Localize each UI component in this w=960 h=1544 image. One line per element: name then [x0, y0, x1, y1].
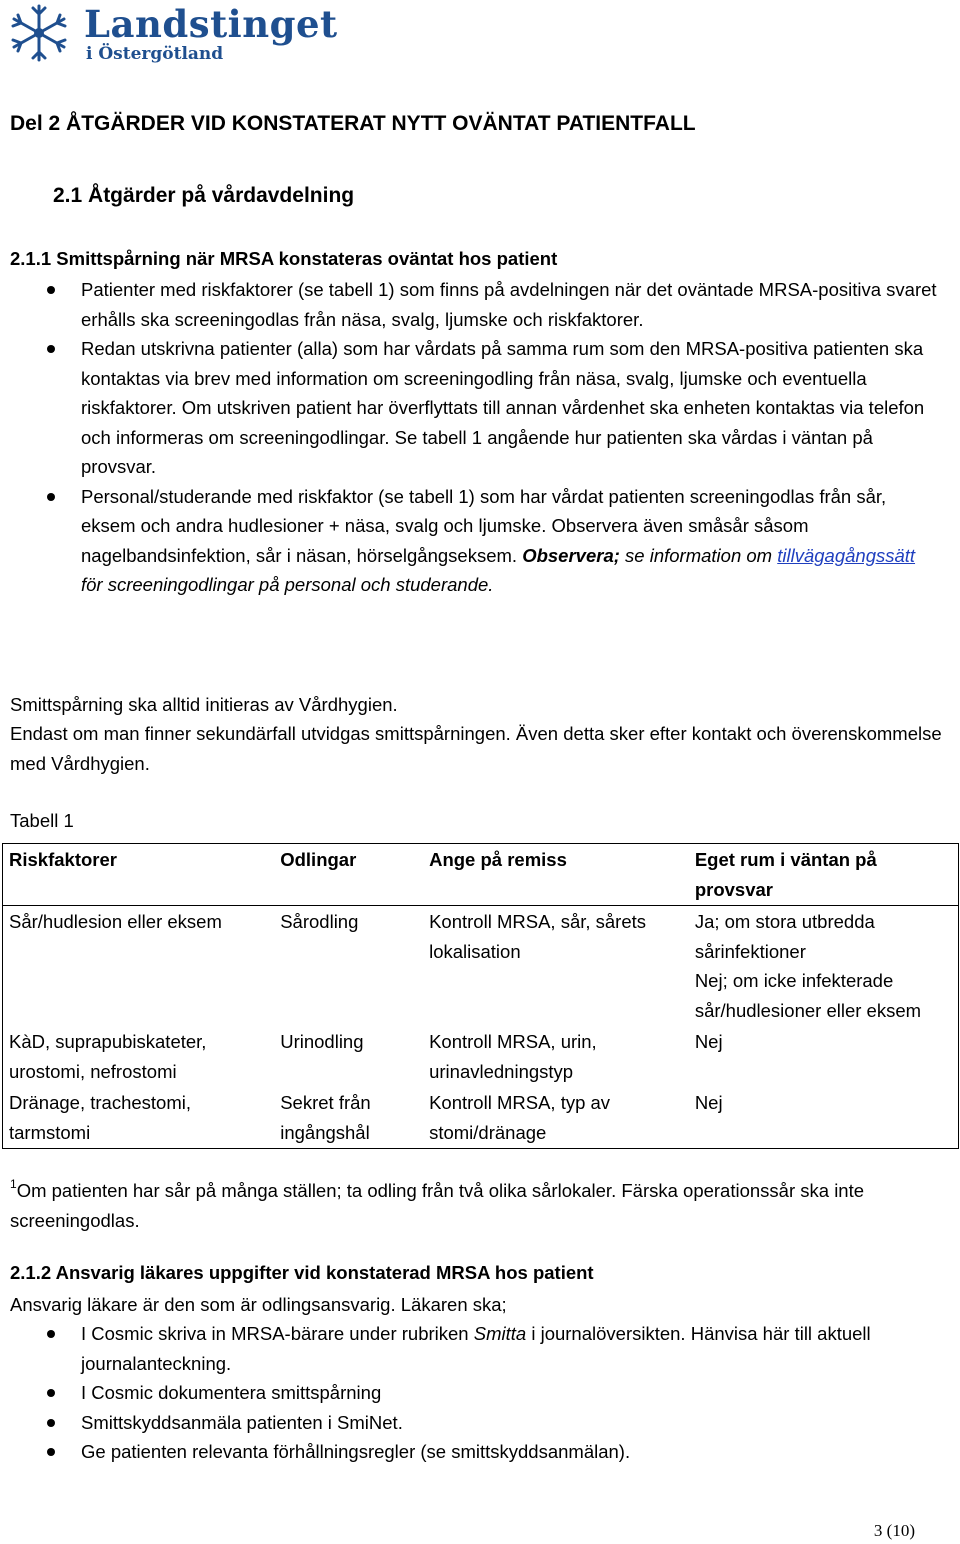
section-heading: 2.1 Åtgärder på vårdavdelning [53, 184, 355, 207]
bullet-list-212 [0, 1319, 941, 1467]
list-item [0, 334, 941, 482]
observera-label: Observera; [522, 544, 620, 566]
paragraph-initiation: Smittspårning ska alltid initieras av Vårdhygien. [10, 694, 398, 715]
table-cell: Kontroll MRSA, sår, sårets lokalisation [429, 911, 647, 962]
table-caption: Tabell 1 [10, 810, 74, 831]
footnote-marker: 1 [10, 1177, 17, 1191]
list-item [0, 1319, 941, 1378]
column-header: Riskfaktorer [3, 844, 275, 906]
footnote-text: Om patienten har sår på många ställen; ta odling från två olika sårlokaler. Färska operationssår ska inte screeningodlas. [10, 1180, 865, 1231]
table-cell: Kontroll MRSA, urin, urinavledningstyp [429, 1031, 597, 1082]
bullet-list-211 [0, 275, 941, 600]
main-heading: Del 2 ÅTGÄRDER VID KONSTATERAT NYTT OVÄNTAT PATIENTFALL [10, 112, 696, 135]
table-cell: Sekret från ingångshål [280, 1092, 371, 1143]
list-item [0, 275, 941, 334]
page-number: 3 (10) [873, 1521, 915, 1540]
note-text: se information om [619, 544, 778, 566]
table-cell: Nej [694, 1031, 723, 1052]
table-row [3, 1026, 959, 1087]
subsection-211-title: 2.1.1 Smittspårning när MRSA konstateras oväntat hos patient [10, 248, 558, 269]
bullet-text: Patienter med riskfaktorer (se tabell 1) som finns på avdelningen när det oväntade MRSA-positiva svaret erhålls ska screeningodlas från näsa, svalg, ljumske och riskfaktorer. [81, 279, 937, 330]
table-cell: Sår/hudlesion eller eksem [9, 911, 222, 932]
list-item [0, 1437, 941, 1467]
table-cell: Kontroll MRSA, typ av stomi/dränage [429, 1092, 611, 1143]
table-header-row [3, 844, 959, 906]
column-header: Odlingar [274, 844, 423, 906]
list-item [0, 482, 941, 600]
snowflake-emblem-icon [6, 2, 72, 64]
column-header: Ange på remiss [423, 844, 689, 906]
subsection-212-title: 2.1.2 Ansvarig läkares uppgifter vid konstaterad MRSA hos patient [10, 1262, 594, 1283]
table-cell: Urinodling [280, 1031, 364, 1052]
bullet-text: i journalöversikten. Hänvisa här till aktuell journalanteckning. [81, 1323, 871, 1374]
table-row [3, 906, 959, 1027]
tillvagagangssatt-link[interactable]: tillvägagångssätt [777, 544, 916, 566]
bullet-text: Redan utskrivna patienter (alla) som har vårdats på samma rum som den MRSA-positiva patienten ska kontaktas via brev med information om screeningodling från näsa, svalg, ljumske och eventuella riskfaktorer. Om utskriven patient har överflyttats till annan vårdenhet ska enheten kontaktas via telefon och informeras om screeningodlingar. Se tabell 1 angående hur patienten ska vårdas i väntan på provsvar. [81, 338, 925, 477]
smitta-term: Smitta [473, 1323, 527, 1344]
bullet-text: Ge patienten relevanta förhållningsregler (se smittskyddsanmälan). [81, 1441, 631, 1462]
paragraph-responsible-doctor: Ansvarig läkare är den som är odlingsansvarig. Läkaren ska; [10, 1294, 507, 1315]
logo-name: Landstinget [84, 2, 338, 46]
bullet-text: Personal/studerande med riskfaktor (se tabell 1) som har vårdat patienten screeningodlas från sår, eksem och andra hudlesioner + näsa, svalg och ljumske. Observera även småsår såsom nagelbandsinfektion, sår i näsan, hörselgångseksem. [81, 485, 887, 566]
list-item [0, 1378, 941, 1408]
paragraph-secondary-cases: Endast om man finner sekundärfall utvidgas smittspårningen. Även detta sker efter kontakt och överenskommelse med Vårdhygien. [10, 723, 942, 774]
cell-line: Nej; om icke infekterade sår/hudlesioner eller eksem [694, 970, 922, 1021]
riskfactor-table [2, 843, 959, 1149]
column-header: Eget rum i väntan på provsvar [689, 844, 959, 906]
logo [6, 2, 338, 68]
bullet-text: I Cosmic skriva in MRSA-bärare under rubriken [81, 1323, 474, 1344]
table-cell: KàD, suprapubiskateter, urostomi, nefrostomi [9, 1031, 207, 1082]
table-footnote [10, 1172, 910, 1235]
bullet-text: I Cosmic dokumentera smittspårning [81, 1382, 382, 1403]
cell-line: Ja; om stora utbredda sårinfektioner [694, 911, 875, 962]
bullet-text: Smittskyddsanmäla patienten i SmiNet. [81, 1411, 403, 1433]
logo-region: i Östergötland [86, 44, 224, 64]
list-item [0, 1408, 941, 1438]
table-cell: Nej [694, 1092, 723, 1113]
table-cell: Dränage, trachestomi, tarmstomi [9, 1092, 192, 1143]
note-text: för screeningodlingar på personal och studerande. [81, 574, 494, 595]
table-row [3, 1087, 959, 1149]
table-cell [689, 906, 959, 1027]
table-cell: Sårodling [280, 911, 359, 932]
